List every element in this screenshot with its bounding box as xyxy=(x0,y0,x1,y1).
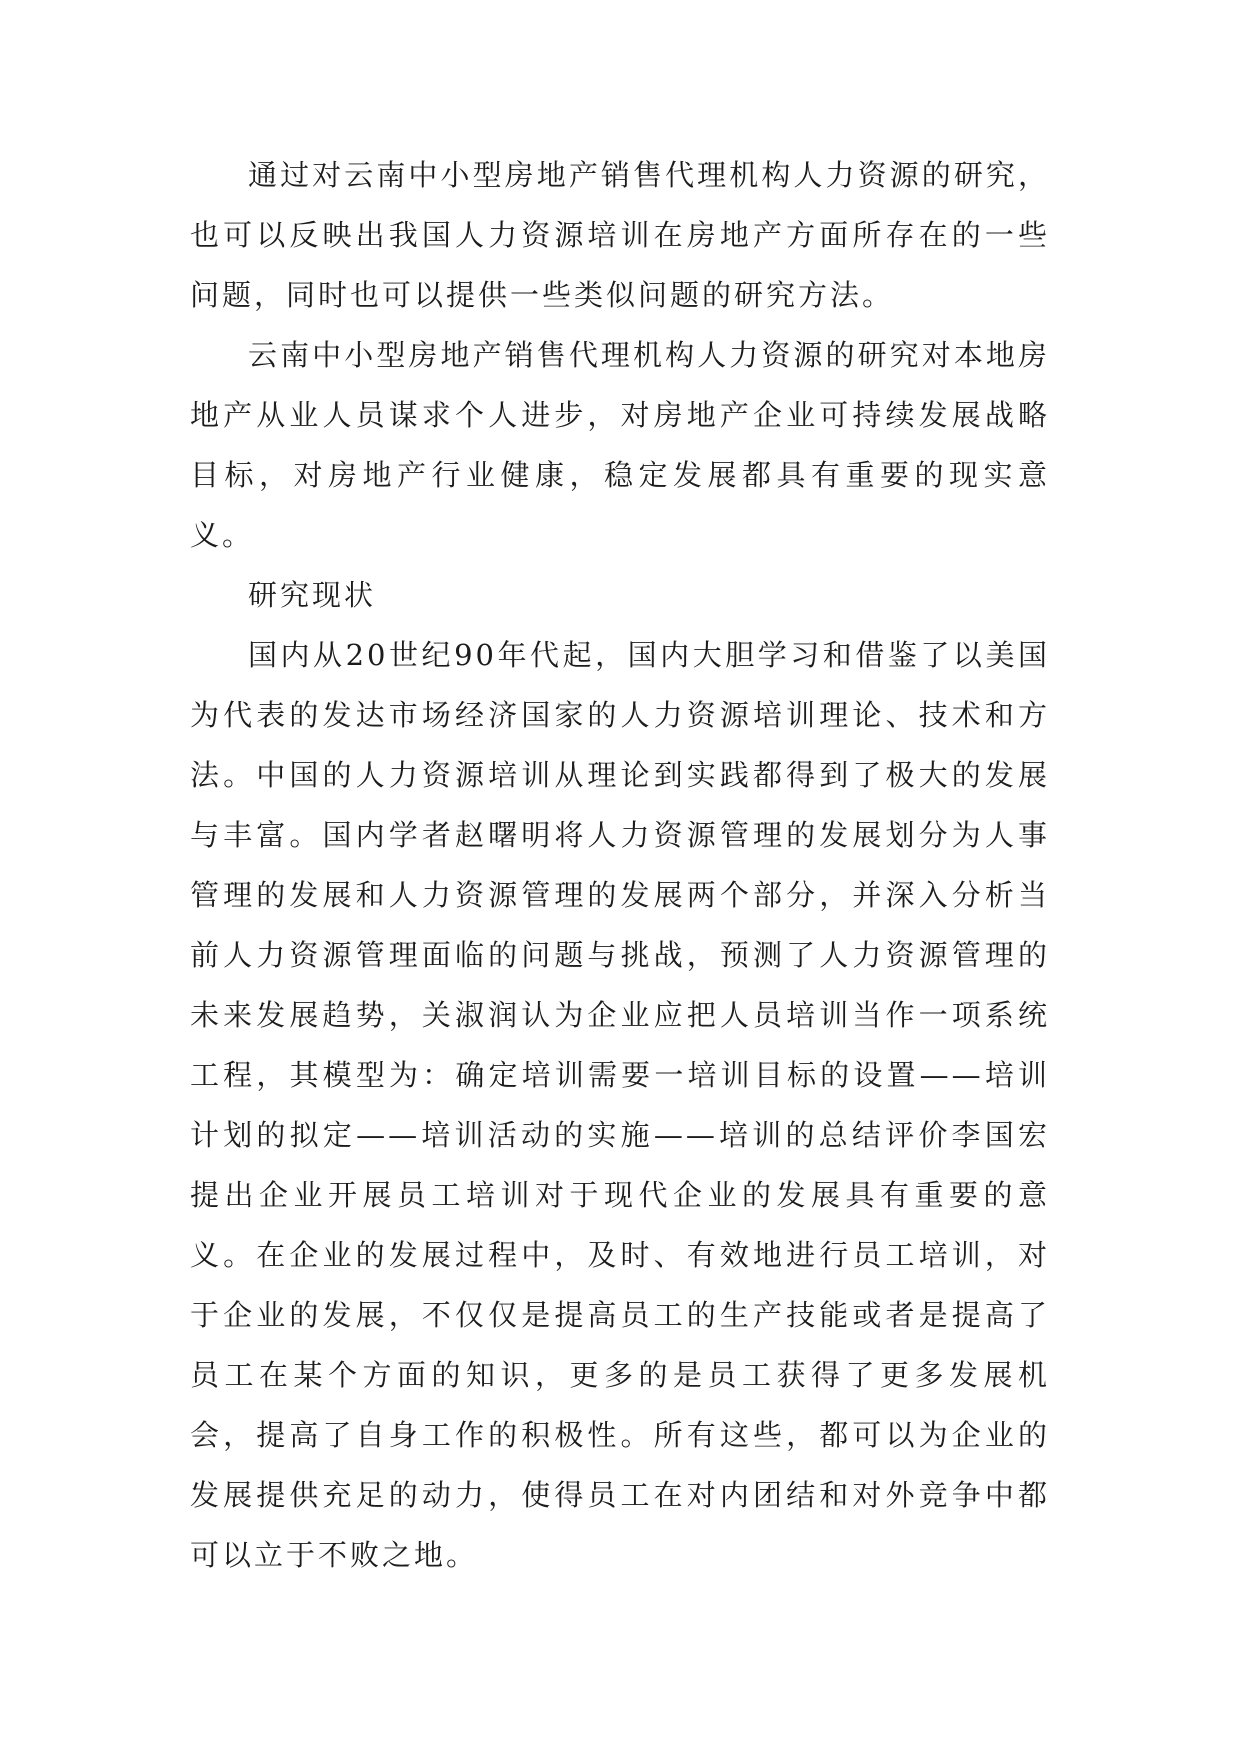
section-heading: 研究现状 xyxy=(248,578,377,612)
paragraph-intro-2: 云南中小型房地产销售代理机构人力资源的研究对本地房地产从业人员谋求个人进步，对房地产企业可持续发展战略目标，对房地产行业健康，稳定发展都具有重要的现实意义。 xyxy=(190,338,1050,552)
document-body xyxy=(190,145,1050,1585)
paragraph-intro-1: 通过对云南中小型房地产销售代理机构人力资源的研究，也可以反映出我国人力资源培训在房地产方面所存在的一些问题，同时也可以提供一些类似问题的研究方法。 xyxy=(190,158,1050,312)
paragraph-research-status: 国内从20世纪90年代起，国内大胆学习和借鉴了以美国为代表的发达市场经济国家的人力资源培训理论、技术和方法。中国的人力资源培训从理论到实践都得到了极大的发展与丰富。国内学者赵曙明将人力资源管理的发展划分为人事管理的发展和人力资源管理的发展两个部分，并深入分析当前人力资源管理面临的问题与挑战，预测了人力资源管理的未来发展趋势，关淑润认为企业应把人员培训当作一项系统工程，其模型为：确定培训需要一培训目标的设置——培训计划的拟定——培训活动的实施——培训的总结评价李国宏提出企业开展员工培训对于现代企业的发展具有重要的意义。在企业的发展过程中，及时、有效地进行员工培训，对于企业的发展，不仅仅是提高员工的生产技能或者是提高了员工在某个方面的知识，更多的是员工获得了更多发展机会，提高了自身工作的积极性。所有这些，都可以为企业的发展提供充足的动力，使得员工在对内团结和对外竞争中都可以立于不败之地。 xyxy=(190,638,1050,1572)
